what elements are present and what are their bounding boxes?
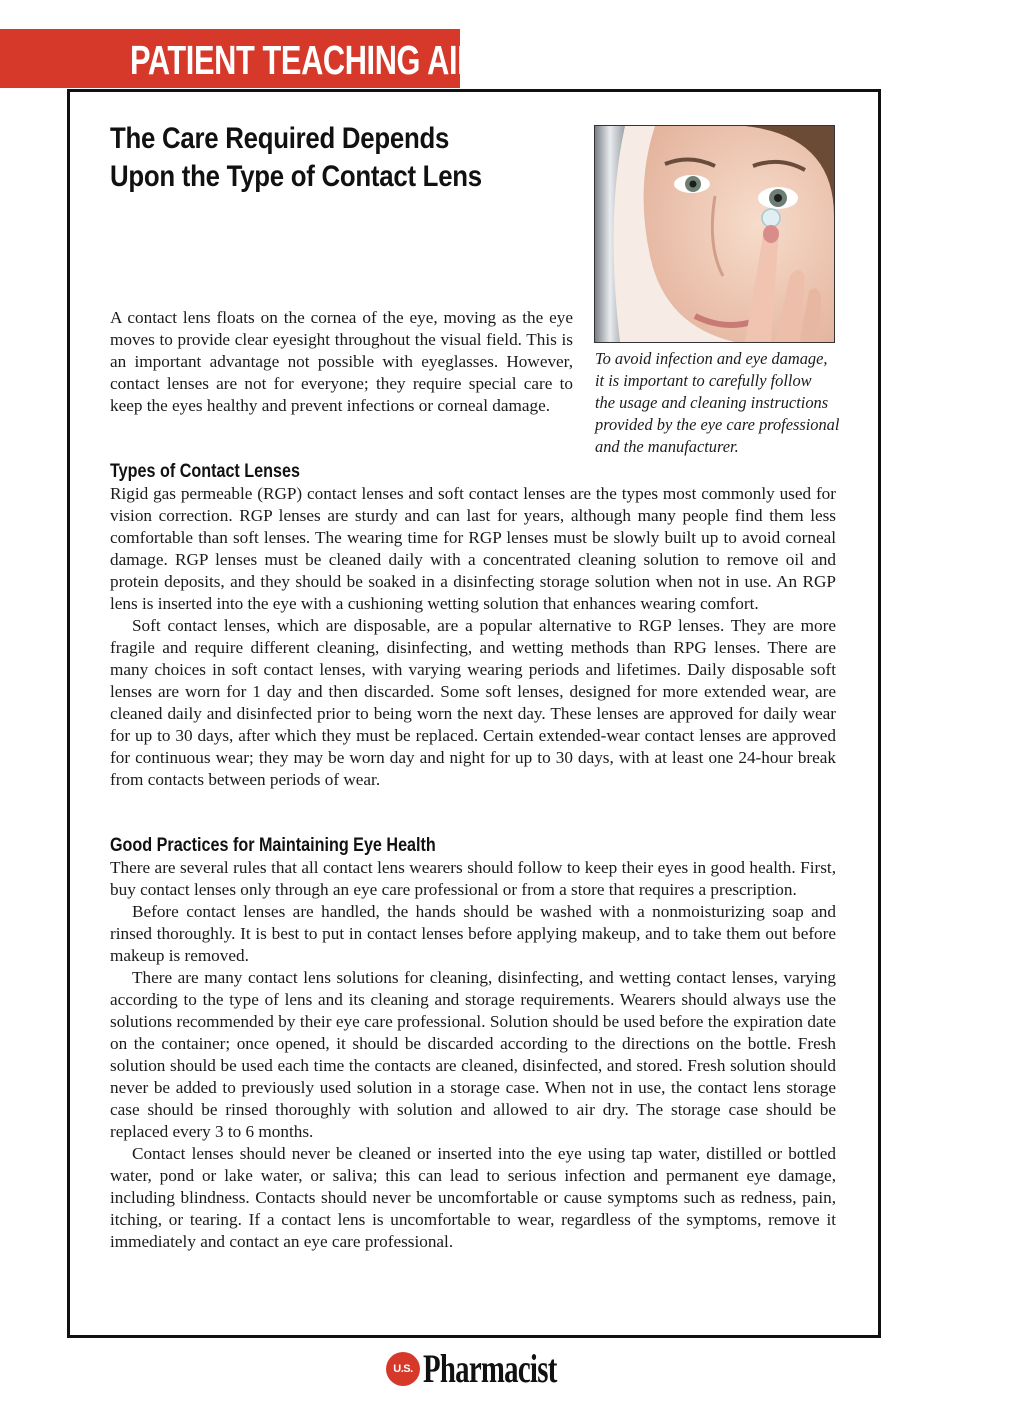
photo-caption xyxy=(595,348,845,458)
paragraph: Soft contact lenses, which are disposable, are a popular alternative to RGP lenses. They are more fragile and require different cleaning, disinfecting, and wetting methods than RPG lenses. There are many choices in soft contact lenses, with varying wearing periods and lifetimes. Daily disposable soft lenses are worn for 1 day and then discarded. Some soft lenses, designed for more extended wear, are cleaned daily and disinfected prior to being worn the next day. These lenses are approved for daily wear for up to 30 days, after which they must be replaced. Certain extended-wear contact lenses are approved for continuous wear; they may be worn day and night for up to 30 days, with at least one 24-hour break from contacts between periods of wear. xyxy=(110,616,836,789)
paragraph: Contact lenses should never be cleaned or inserted into the eye using tap water, distilled or bottled water, pond or lake water, or saliva; this can lead to serious infection and permanent eye damage, including blindness. Contacts should never be uncomfortable or cause symptoms such as redness, pain, itching, or tearing. If a contact lens is uncomfortable to wear, regardless of the symptoms, remove it immediately and contact an eye care professional. xyxy=(110,1144,836,1251)
title-line-1: The Care Required Depends xyxy=(110,122,450,155)
logo-name: Pharmacist xyxy=(423,1346,557,1391)
section-good-practices-body xyxy=(110,857,836,1253)
section-heading-types: Types of Contact Lenses xyxy=(110,461,300,482)
paragraph: There are many contact lens solutions for cleaning, disinfecting, and wetting contact lenses, varying according to the type of lens and its cleaning and storage requirements. Wearers should always use the solutions recommended by their eye care professional. Solution should be used before the expiration date on the container; once opened, it should be discarded according to the directions on the bottle. Fresh solution should be used each time the contacts are cleaned, disinfected, and stored. Fresh solution should never be added to previously used solution in a storage case. When not in use, the contact lens storage case should be rinsed thoroughly with solution and allowed to air dry. The storage case should be replaced every 3 to 6 months. xyxy=(110,968,836,1141)
caption-line: and the manufacturer. xyxy=(595,437,739,456)
caption-line: the usage and cleaning instructions xyxy=(595,393,829,412)
section-heading-good-practices: Good Practices for Maintaining Eye Health xyxy=(110,835,436,856)
title-line-2: Upon the Type of Contact Lens xyxy=(110,160,482,193)
paragraph: Before contact lenses are handled, the hands should be washed with a nonmoisturizing soap and rinsed thoroughly. It is best to put in contact lenses before applying makeup, and to take them out before makeup is removed. xyxy=(110,902,836,965)
caption-line: provided by the eye care professional xyxy=(595,415,840,434)
caption-line: To avoid infection and eye damage, xyxy=(595,349,828,368)
caption-line: it is important to carefully follow xyxy=(595,371,812,390)
page-title xyxy=(110,120,482,196)
section-types-body xyxy=(110,483,836,791)
us-pharmacist-logo xyxy=(386,1346,609,1392)
paragraph: Rigid gas permeable (RGP) contact lenses and soft contact lenses are the types most commonly used for vision correction. RGP lenses are sturdy and can last for years, although many people find them less comfortable than soft lenses. The wearing time for RGP lenses must be slowly built up to avoid corneal damage. RGP lenses must be cleaned daily with a concentrated cleaning solution to remove oil and protein deposits, and they should be soaked in a disinfecting storage solution when not in use. An RGP lens is inserted into the eye with a cushioning wetting solution that enhances wearing comfort. xyxy=(110,484,836,613)
woman-inserting-contact-lens-photo xyxy=(594,125,835,343)
logo-badge: U.S. xyxy=(386,1352,420,1386)
banner-title: PATIENT TEACHING AID xyxy=(130,37,479,83)
intro-paragraph: A contact lens floats on the cornea of the eye, moving as the eye moves to provide clear eyesight throughout the visual field. This is an important advantage not possible with eyeglasses. However, contact lenses are not for everyone; they require special care to keep the eyes healthy and prevent infections or corneal damage. xyxy=(110,308,573,415)
paragraph: There are several rules that all contact lens wearers should follow to keep their eyes in good health. First, buy contact lenses only through an eye care professional or from a store that requires a prescription. xyxy=(110,858,836,899)
